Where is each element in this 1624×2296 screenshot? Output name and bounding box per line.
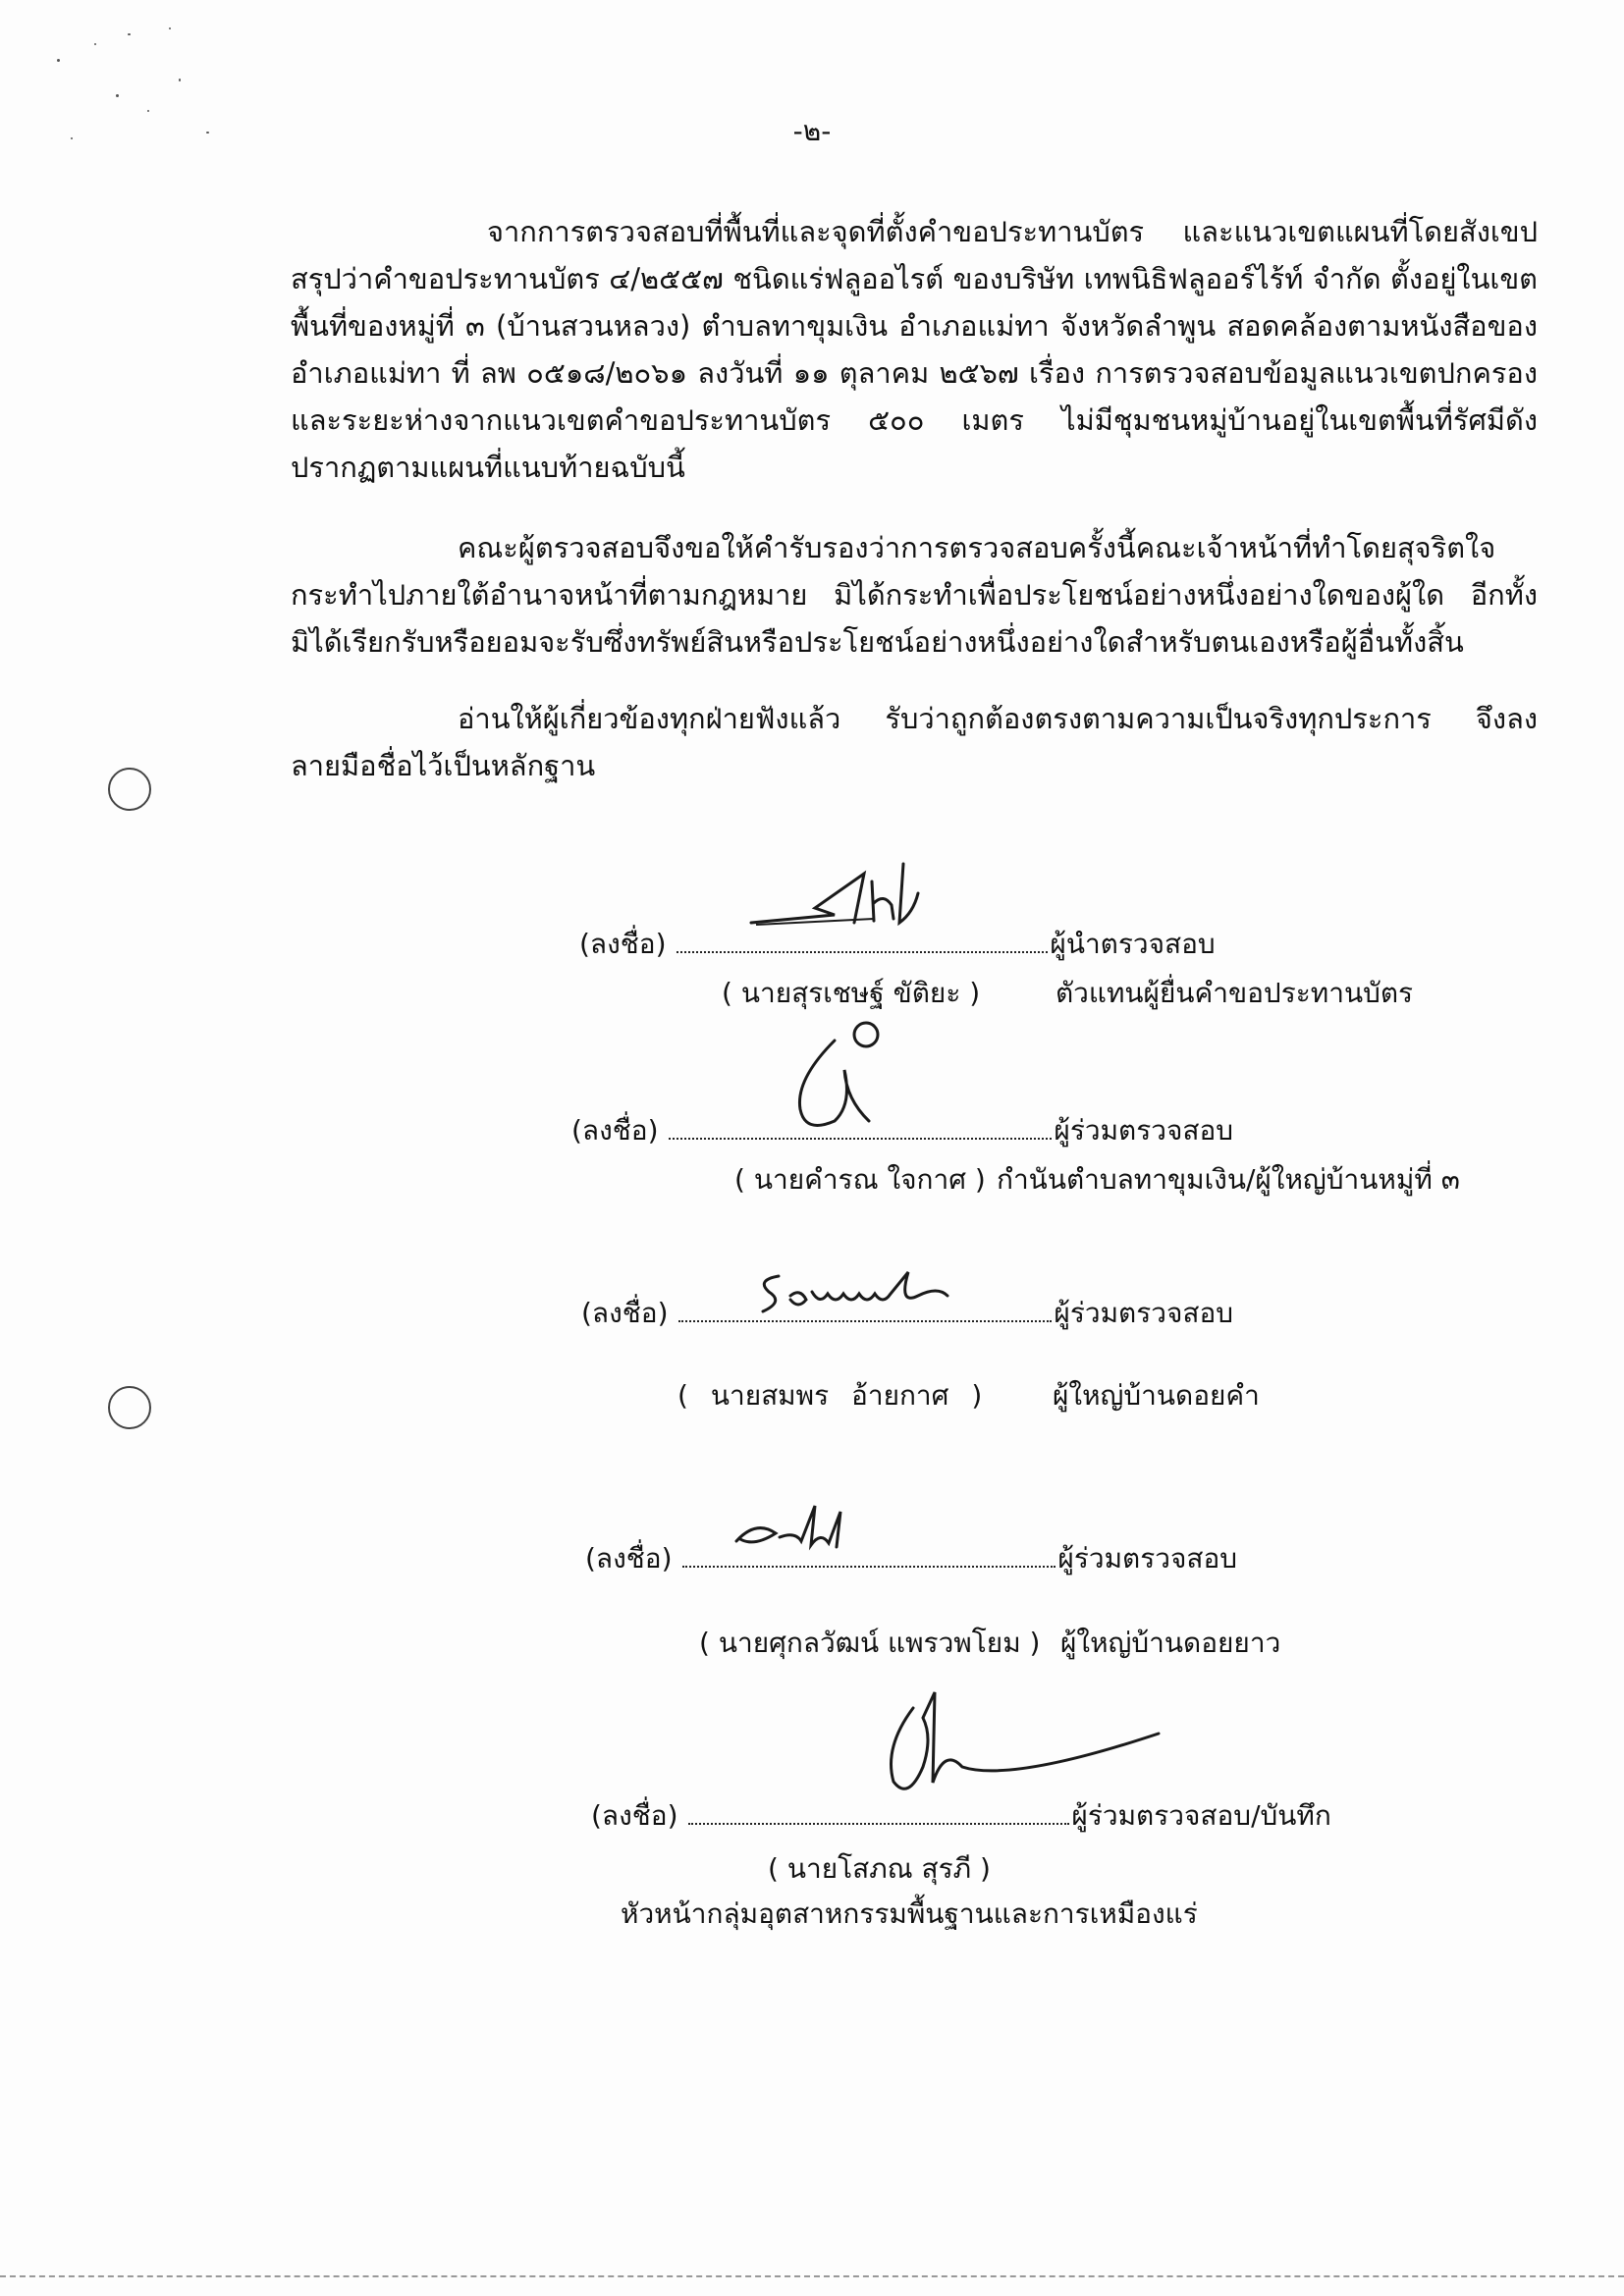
handwritten-signature [864,1688,1168,1806]
scan-speck [128,33,131,35]
sign-dotted-line [682,1565,1056,1568]
signatory-name: ( นายโสภณ สุรภี ) [768,1852,991,1885]
sign-role: ผู้นำตรวจสอบ [1050,928,1216,960]
paragraph-certification: คณะผู้ตรวจสอบจึงขอให้คำรับรองว่าการตรวจสอบครั้งนี้คณะเจ้าหน้าที่ทำโดยสุจริตใจกระทำไปภายใต้อำนาจหน้าที่ตามกฎหมาย มิได้กระทำเพื่อประโยชน์อย่างหนึ่งอย่างใดของผู้ใด อีกทั้งมิได้เรียกรับหรือยอมจะรับซึ่งทรัพย์สินหรือประโยชน์อย่างหนึ่งอย่างใดสำหรับตนเองหรือผู้อื่นทั้งสิ้น [291,531,1538,659]
sign-prefix: (ลงชื่อ) [579,928,667,960]
sign-prefix: (ลงชื่อ) [571,1114,659,1147]
scan-speck [116,94,119,97]
scan-speck [57,59,60,62]
page-number: -๒- [792,115,832,147]
signatory-name: ( นายสมพร อ้ายกาศ ) [677,1379,983,1412]
punch-hole [108,1386,151,1429]
sign-role: ผู้ร่วมตรวจสอบ/บันทึก [1071,1799,1331,1832]
sign-prefix: (ลงชื่อ) [591,1799,678,1832]
sign-dotted-line [677,950,1048,953]
scan-bottom-edge [0,2275,1624,2280]
sign-line [581,1292,1233,1335]
signatory-position: ตัวแทนผู้ยื่นคำขอประทานบัตร [1056,977,1414,1009]
sign-role: ผู้ร่วมตรวจสอบ [1054,1297,1234,1329]
signatory-name: ( นายศุกลวัฒน์ แพรวพโยม ) [699,1627,1041,1659]
sign-role: ผู้ร่วมตรวจสอบ [1054,1114,1234,1147]
sign-prefix: (ลงชื่อ) [585,1542,673,1575]
paragraph-acknowledgement: อ่านให้ผู้เกี่ยวข้องทุกฝ่ายฟังแล้ว รับว่าถูกต้องตรงตามความเป็นจริงทุกประการ จึงลงลายมือชื่อไว้เป็นหลักฐาน [291,702,1538,782]
scan-speck [179,79,181,81]
sign-line [571,1109,1233,1152]
signatory-position: ผู้ใหญ่บ้านดอยคำ [1053,1379,1260,1412]
scan-speck [169,27,171,29]
signatory-name: ( นายสุรเชษฐ์ ขัติยะ ) [722,977,981,1009]
paragraph-inspection-result: จากการตรวจสอบที่พื้นที่และจุดที่ตั้งคำขอประทานบัตร และแนวเขตแผนที่โดยสังเขป สรุปว่าคำขอประทานบัตร ๔/๒๕๕๗ ชนิดแร่ฟลูออไรต์ ของบริษัท เทพนิธิฟลูออร์ไร้ท์ จำกัด ตั้งอยู่ในเขตพื้นที่ของหมู่ที่ ๓ (บ้านสวนหลวง) ตำบลทาขุมเงิน อำเภอแม่ทา จังหวัดลำพูน สอดคล้องตามหนังสือของอำเภอแม่ทา ที่ ลพ ๐๕๑๘/๒๐๖๑ ลงวันที่ ๑๑ ตุลาคม ๒๕๖๗ เรื่อง การตรวจสอบข้อมูลแนวเขตปกครอง และระยะห่างจากแนวเขตคำขอประทานบัตร ๕๐๐ เมตร ไม่มีชุมชนหมู่บ้านอยู่ในเขตพื้นที่รัศมีดังปรากฏตามแผนที่แนบท้ายฉบับนี้ [291,215,1538,484]
sign-line [585,1537,1237,1580]
sign-dotted-line [688,1822,1069,1825]
punch-hole [108,768,151,811]
sign-role: ผู้ร่วมตรวจสอบ [1057,1542,1238,1575]
sign-prefix: (ลงชื่อ) [581,1297,669,1329]
signatory-position: กำนันตำบลทาขุมเงิน/ผู้ใหญ่บ้านหมู่ที่ ๓ [997,1163,1460,1196]
handwritten-signature [746,854,972,942]
signatory-position: หัวหน้ากลุ่มอุตสาหกรรมพื้นฐานและการเหมืองแร่ [621,1897,1198,1930]
signatory-position: ผู้ใหญ่บ้านดอยยาว [1060,1627,1281,1659]
scan-speck [94,43,96,45]
sign-line [591,1794,1331,1838]
sign-dotted-line [678,1319,1052,1322]
sign-dotted-line [669,1137,1052,1140]
signatory-name: ( นายคำรณ ใจกาศ ) [734,1163,986,1196]
